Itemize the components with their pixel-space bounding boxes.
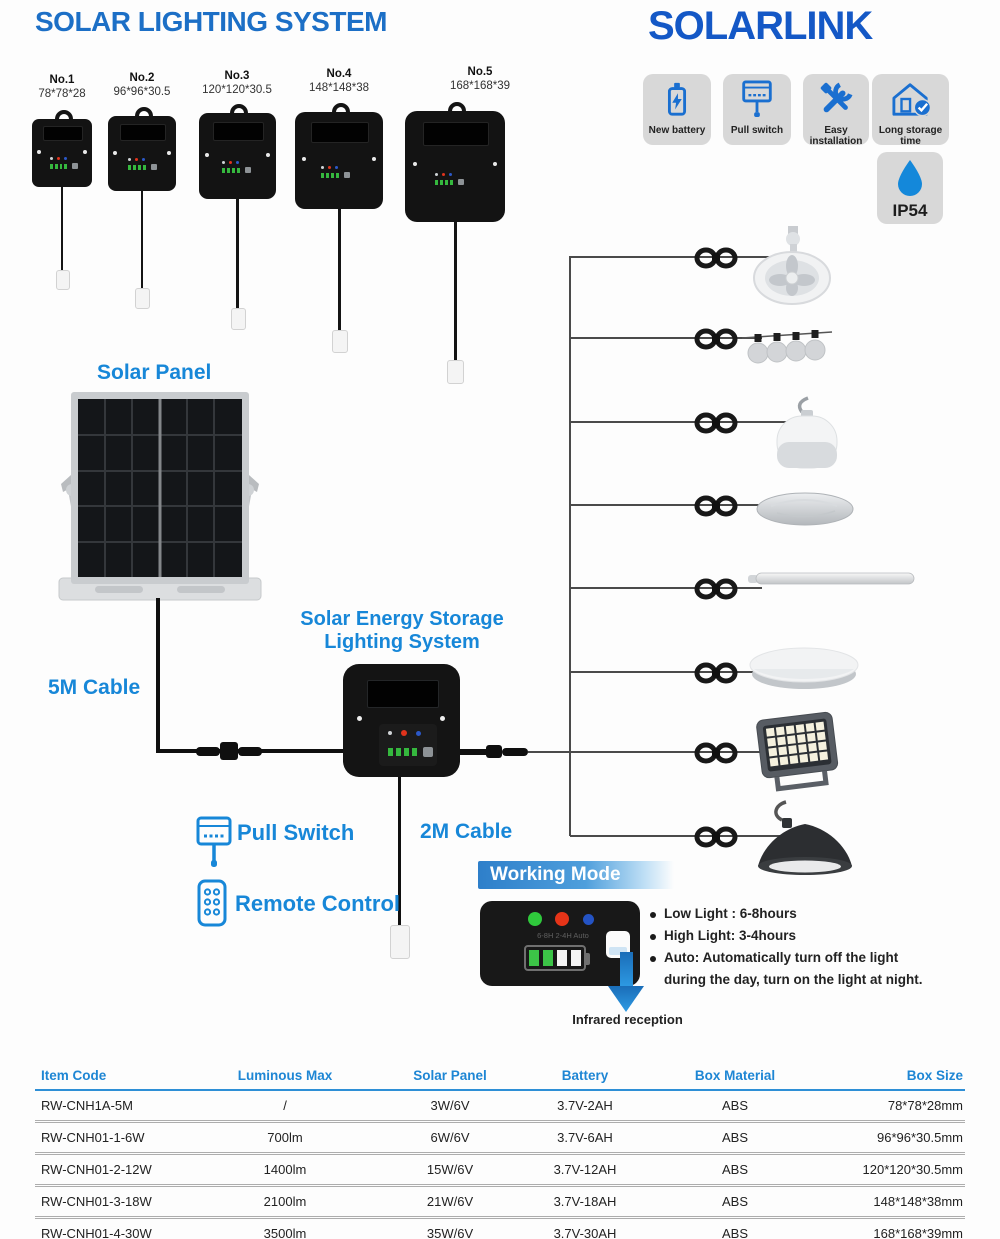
pull-handle [332,330,348,353]
table-row [35,1155,965,1187]
cell-battery: 3.7V-2AH [557,1098,613,1113]
cell-material: ABS [721,1162,748,1177]
cable-connector [220,742,238,760]
system-label-line1: Solar Energy Storage [300,608,504,630]
header-solar-panel: Solar Panel [413,1068,487,1083]
ir-window [423,747,433,757]
branch-line [570,421,795,423]
feature-badge [723,74,791,145]
unit-led-cluster [50,157,78,169]
remote-control-icon [197,879,227,932]
control-unit-box-4 [295,112,383,209]
table-row [35,1091,965,1123]
controller-label-strip [367,680,439,708]
coiled-cable [688,741,744,770]
pull-string [236,199,239,309]
table-row [35,1187,965,1219]
header-box-material: Box Material [694,1068,776,1083]
unit-name: No.4 [326,68,352,80]
page-title: SOLAR LIGHTING SYSTEM [35,6,387,37]
unit-name: No.1 [49,74,75,86]
pull-switch-icon [739,80,775,123]
coiled-cable [688,825,744,854]
bullet-continuation: during the day, turn on the light at night. [664,972,923,987]
disc-light-image [755,490,855,533]
controller-led-panel [379,724,437,766]
cell-lumens: 1400lm [263,1162,307,1177]
battery-bars [388,748,417,756]
cell-panel: 3W/6V [430,1098,470,1113]
cell-material: ABS [721,1194,748,1209]
cell-battery: 3.7V-30AH [553,1226,617,1239]
unit-led-cluster [435,173,481,185]
storage-time-icon [889,80,933,123]
cable-connector [502,748,528,756]
bullet-dot [650,934,656,940]
cell-battery: 3.7V-18AH [553,1194,617,1209]
cell-panel: 15W/6V [426,1162,474,1177]
ip54-badge [877,152,943,224]
control-unit-box-5 [405,111,505,222]
cell-panel: 6W/6V [430,1130,470,1145]
feature-label: Pull switch [730,125,784,136]
pull-string [454,222,457,361]
unit-dims: 120*120*30.5 [202,83,272,96]
unit-led-cluster [321,166,361,178]
bullet-dot [650,956,656,962]
unit-label [98,72,186,100]
status-led [401,730,407,736]
cable-connector [486,745,502,758]
battery-icon [660,80,694,123]
header-item-code: Item Code [41,1068,107,1083]
output-cable [460,749,486,755]
unit-label [188,70,286,98]
distribution-feed-line [528,751,571,753]
cell-lumens: / [283,1098,287,1113]
feature-badge [872,74,949,145]
pull-string [338,209,341,331]
coiled-cable [688,327,744,356]
pull-switch-label: Pull Switch [237,820,355,845]
cable-2m-label: 2M Cable [420,820,513,843]
panel-cable-vertical [156,598,160,751]
bullet-item [650,949,950,967]
distribution-line [569,256,571,836]
header-luminous-max: Luminous Max [237,1068,333,1083]
bullet-text: Low Light : 6-8hours [664,906,797,921]
infrared-arrow-icon [604,952,648,1021]
feature-badge [803,74,869,145]
unit-label [291,68,387,96]
mode-markings: 6-8H 2-4H Auto [537,931,589,940]
solar-panel-label: Solar Panel [97,361,212,384]
unit-label-strip [120,124,166,141]
cell-size: 148*148*38mm [873,1194,963,1209]
table-row [35,1123,965,1155]
bullet-item [650,927,950,945]
bullet-dot [650,912,656,918]
screw-hole [440,716,445,721]
coiled-cable [688,494,744,523]
unit-name: No.2 [129,72,155,84]
pull-handle [56,270,70,290]
tools-icon [817,80,855,123]
brand-logo: SOLARLINK [648,4,873,48]
unit-label-strip [423,122,489,146]
cell-battery: 3.7V-6AH [557,1130,613,1145]
status-led [388,731,392,735]
cell-lumens: 2100lm [263,1194,307,1209]
unit-label-strip [213,122,264,141]
ceiling-dome-light-image [748,645,860,696]
spec-table [35,1062,965,1239]
screw-hole [37,150,41,154]
feature-label: Easy installation [809,125,863,147]
screw-hole [266,153,270,157]
flood-light-image [750,710,846,801]
table-header-row [35,1062,965,1091]
unit-name: No.3 [224,70,250,82]
unit-label [20,74,104,102]
cell-material: ABS [721,1130,748,1145]
cell-item-code: RW-CNH01-4-30W [41,1226,152,1239]
bullet-item [650,905,950,923]
unit-led-cluster [128,158,159,170]
pull-string [61,187,64,271]
pull-cord-handle [390,925,410,959]
screw-hole [83,150,87,154]
cell-size: 168*168*39mm [873,1226,963,1239]
cell-size: 96*96*30.5mm [877,1130,963,1145]
coiled-cable [688,661,744,690]
bullet-text: Auto: Automatically turn off the light [664,950,899,965]
cell-item-code: RW-CNH01-1-6W [41,1130,145,1145]
working-mode-banner: Working Mode [478,861,674,889]
water-drop-icon [895,158,925,201]
unit-dims: 78*78*28 [38,87,86,100]
battery-indicator [524,945,586,971]
cell-material: ABS [721,1226,748,1239]
feature-badge [643,74,711,145]
cell-panel: 35W/6V [426,1226,474,1239]
table-row [35,1219,965,1239]
unit-label-strip [43,126,83,142]
hanging-bulb-light-image [772,396,842,476]
screw-hole [413,162,417,166]
control-unit-box-1 [32,119,92,187]
unit-label-strip [311,122,369,143]
screw-hole [493,162,497,166]
ceiling-fan-light-image [752,226,832,311]
green-led [528,912,542,926]
cable-5m-label: 5M Cable [48,676,141,699]
control-unit-box-3 [199,113,276,199]
screw-hole [205,153,209,157]
pull-handle [231,308,246,330]
cell-material: ABS [721,1098,748,1113]
cell-item-code: RW-CNH01-2-12W [41,1162,152,1177]
cell-panel: 21W/6V [426,1194,474,1209]
system-label-line2: Lighting System [324,631,480,653]
unit-dims: 148*148*38 [308,81,370,94]
cable-connector [196,747,220,756]
cell-size: 78*78*28mm [887,1098,963,1113]
controller-box [343,664,460,777]
pull-handle [447,360,464,384]
cell-item-code: RW-CNH1A-5M [41,1098,133,1113]
pull-switch-icon [196,816,232,873]
cell-size: 120*120*30.5mm [862,1162,963,1177]
cell-item-code: RW-CNH01-3-18W [41,1194,152,1209]
screw-hole [113,151,117,155]
unit-label [425,66,535,94]
screw-hole [167,151,171,155]
cable-connector [238,747,262,756]
header-box-size: Box Size [906,1068,963,1083]
cell-lumens: 700lm [267,1130,303,1145]
unit-led-cluster [222,161,257,173]
header-battery: Battery [561,1068,609,1083]
cell-lumens: 3500lm [263,1226,307,1239]
blue-led [583,914,594,925]
red-led [555,912,569,926]
pull-handle [135,288,150,309]
working-mode-bullets [650,905,950,989]
control-unit-box-2 [108,116,176,191]
tube-light-image [748,571,916,592]
coiled-cable [688,411,744,440]
bullet-text: High Light: 3-4hours [664,928,796,943]
remote-control-label: Remote Control [235,891,400,916]
unit-dims: 168*168*39 [449,79,511,92]
unit-dims: 96*96*30.5 [113,85,171,98]
screw-hole [357,716,362,721]
bulb-string-light-image [742,326,837,377]
infrared-reception-label: Infrared reception [572,1012,683,1027]
ip-rating-label: IP54 [892,201,928,220]
pull-string [141,191,144,289]
screw-hole [302,157,306,161]
cell-battery: 3.7V-12AH [553,1162,617,1177]
feature-label: New battery [648,125,706,136]
coiled-cable [688,577,744,606]
pendant-light-image [748,800,863,887]
status-led [416,731,421,736]
coiled-cable [688,246,744,275]
feature-label: Long storage time [878,125,943,147]
screw-hole [372,157,376,161]
unit-name: No.5 [467,66,493,78]
solar-panel-image [57,392,263,609]
system-label [252,608,552,654]
